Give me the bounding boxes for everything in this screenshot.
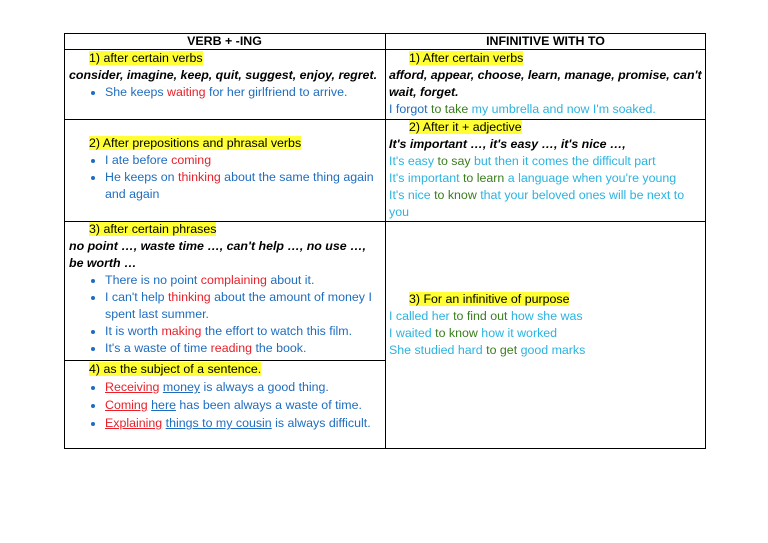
right-section-2 (389, 119, 703, 221)
section-title: 1) After certain verbs (409, 51, 524, 65)
verb-list: afford, appear, choose, learn, manage, promise, can't wait, forget. (389, 68, 702, 99)
list-item: • It is worth making the effort to watch this film. (105, 323, 381, 340)
example-sentence: I waited to know how it worked (389, 326, 558, 340)
phrase-list: no point …, waste time …, can't help …, no use …, be worth … (69, 239, 366, 270)
list-item: • There is no point complaining about it. (105, 272, 381, 289)
left-section-2 (69, 135, 381, 203)
verb-list: consider, imagine, keep, quit, suggest, enjoy, regret. (69, 68, 378, 82)
left-section-4 (69, 360, 381, 432)
section-title: 3) For an infinitive of purpose (409, 292, 570, 306)
example-sentence: She studied hard to get good marks (389, 343, 586, 357)
table-column-divider (385, 33, 386, 449)
list-item: • I can't help thinking about the amount of money I spent last summer. (105, 289, 381, 323)
left-section-3 (69, 221, 381, 357)
section-title: 2) After prepositions and phrasal verbs (89, 136, 302, 150)
list-item: • Coming here has been always a waste of time. (105, 396, 381, 414)
list-item: • Explaining things to my cousin is always difficult. (105, 414, 381, 432)
example-sentence: It's important to learn a language when you're young (389, 171, 677, 185)
list-item: • He keeps on thinking about the same thing again and again (105, 169, 381, 203)
right-section-3 (389, 291, 703, 359)
example-sentence: It's nice to know that your beloved ones will be next to you (389, 188, 685, 219)
list-item: • I ate before coming (105, 152, 381, 169)
example-sentence: I forgot to take my umbrella and now I'm soaked. (389, 102, 656, 116)
section-title: 3) after certain phrases (89, 222, 217, 236)
header-infinitive-with-to: INFINITIVE WITH TO (486, 34, 605, 48)
right-section-1 (389, 50, 703, 118)
left-section-1 (69, 50, 381, 101)
phrase-list: It's important …, it's easy …, it's nice …, (389, 137, 626, 151)
example-sentence: It's easy to say but then it comes the difficult part (389, 154, 656, 168)
list-item: • She keeps waiting for her girlfriend to arrive. (105, 84, 381, 101)
section-title: 2) After it + adjective (409, 120, 522, 134)
list-item: • It's a waste of time reading the book. (105, 340, 381, 357)
example-sentence: I called her to find out how she was (389, 309, 583, 323)
section-title: 1) after certain verbs (89, 51, 203, 65)
header-verb-ing: VERB + -ING (187, 34, 262, 48)
section-title: 4) as the subject of a sentence. (89, 362, 262, 376)
list-item: • Receiving money is always a good thing. (105, 378, 381, 396)
